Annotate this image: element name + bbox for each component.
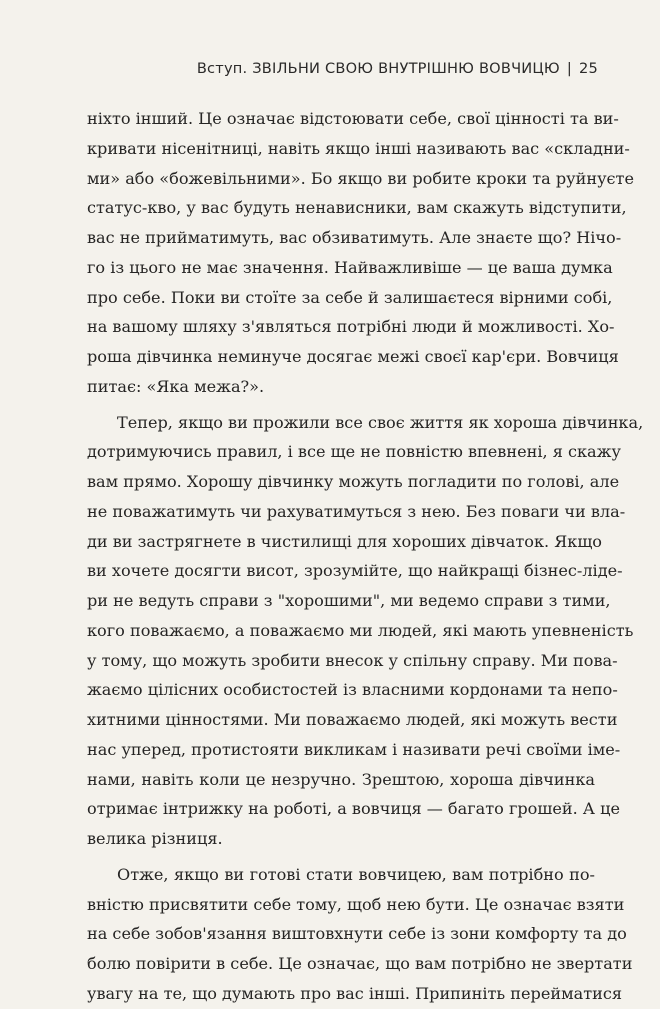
paragraph-3 — [87, 860, 633, 1009]
chapter-title: Вступ. ЗВІЛЬНИ СВОЮ ВНУТРІШНЮ ВОВЧИЦЮ — [196, 60, 560, 77]
text-line: ди ви застрягнете в чистилищі для хороших дівчаток. Якщо — [87, 531, 602, 551]
text-line: кого поважаємо, а поважаємо ми людей, які мають упевненість — [87, 620, 634, 640]
text-line: роша дівчинка неминуче досягає межі своєї кар'єри. Вовчиця — [87, 347, 619, 366]
paragraph-1 — [87, 104, 634, 402]
text-line: болю повірити в себе. Це означає, що вам потрібно не звертати — [87, 954, 633, 973]
header-separator: | — [566, 60, 573, 77]
text-line: Тепер, якщо ви прожили все своє життя як хороша дівчинка, — [117, 412, 644, 432]
text-line: вністю присвятити себе тому, щоб нею бути. Це означає взяти — [87, 894, 625, 914]
text-line: ви хочете досягти висот, зрозумійте, що найкращі бізнес-лідe- — [87, 561, 623, 581]
text-line: на себе зобов'язання виштовхнути себе із зони комфорту та до — [87, 924, 627, 944]
text-line: го із цього не має значення. Найважливіше — це ваша думка — [87, 257, 613, 277]
text-line: не поважатимуть чи рахуватимуться з нею. Без поваги чи вла- — [87, 501, 626, 521]
text-line: велика різниця. — [87, 829, 223, 848]
text-line: Отже, якщо ви готові стати вовчицею, вам потрібно по- — [117, 864, 595, 884]
text-line: на вашому шляху з'являться потрібні люди й можливості. Хо- — [87, 317, 615, 337]
text-line: питає: «Яка межа?». — [87, 376, 265, 396]
page-number: 25 — [579, 60, 598, 77]
text-line: отримає інтрижку на роботі, а вовчиця — багато грошей. А це — [87, 799, 620, 819]
text-line: про себе. Поки ви стоїте за себе й залишаєтеся вірними собі, — [87, 287, 613, 307]
text-line: ми» або «божевільними». Бо якщо ви робите кроки та руйнуєте — [87, 168, 634, 188]
text-line: дотримуючись правил, і все ще не повністю впевнені, я скажу — [87, 442, 621, 462]
text-line: ніхто інший. Це означає відстоювати себе, свої цінності та ви- — [87, 109, 619, 128]
text-line: кривати нісенітниці, навіть якщо інші називають вас «складни- — [87, 138, 630, 158]
text-line: нами, навіть коли це незручно. Зрештою, хороша дівчинка — [87, 769, 595, 789]
paragraph-2 — [87, 408, 644, 854]
text-line: у тому, що можуть зробити внесок у спільну справу. Ми пова- — [87, 650, 618, 670]
body-text — [87, 104, 644, 1009]
running-head — [197, 60, 598, 77]
text-line: ри не ведуть справи з "хорошими", ми ведемо справи з тими, — [87, 591, 611, 610]
text-line: увагу на те, що думають про вас інші. Припиніть перейматися — [87, 983, 623, 1003]
text-line: статус-кво, у вас будуть ненависники, вам скажуть відступити, — [87, 198, 627, 218]
text-line: вам прямо. Хорошу дівчинку можуть погладити по голові, але — [87, 472, 620, 491]
text-line: нас уперед, протистояти викликам і називати речі своїми іме- — [87, 739, 621, 759]
text-line: хитними цінностями. Ми поважаємо людей, які можуть вести — [87, 710, 618, 729]
text-line: жаємо цілісних особистостей із власними кордонами та непо- — [87, 680, 618, 700]
text-line: вас не прийматимуть, вас обзиватимуть. Але знаєте що? Нічо- — [87, 228, 622, 247]
